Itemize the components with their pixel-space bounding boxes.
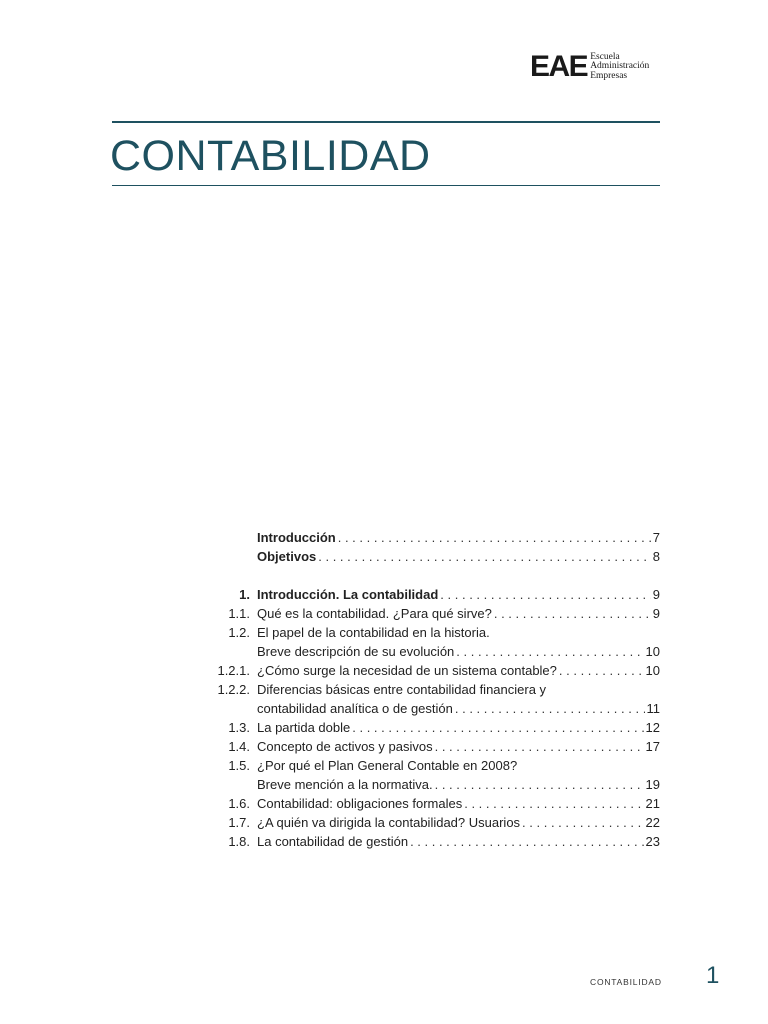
toc-entry — [200, 680, 660, 699]
eae-logo — [530, 52, 649, 82]
toc-number: 1. — [239, 587, 250, 602]
toc-entry — [200, 661, 660, 680]
toc-number: 1.6. — [228, 796, 250, 811]
toc-title: El papel de la contabilidad en la historia. — [257, 625, 490, 640]
toc-entry — [200, 585, 660, 604]
toc-entry — [200, 756, 660, 775]
toc-title: Qué es la contabilidad. ¿Para qué sirve? — [257, 606, 492, 621]
toc-number: 1.7. — [228, 815, 250, 830]
table-of-contents — [200, 528, 660, 851]
toc-title: ¿Cómo surge la necesidad de un sistema contable? — [257, 663, 557, 678]
toc-page-number: 12 — [645, 720, 660, 735]
toc-title: La partida doble — [257, 720, 351, 735]
toc-number: 1.1. — [228, 606, 250, 621]
toc-entry — [200, 547, 660, 566]
toc-leader-dots — [464, 794, 643, 813]
toc-number: 1.5. — [228, 758, 250, 773]
page-title: CONTABILIDAD — [110, 132, 431, 180]
toc-leader-dots — [440, 585, 650, 604]
toc-entry — [200, 604, 660, 623]
toc-title: La contabilidad de gestión — [257, 834, 409, 849]
toc-page-number: 19 — [645, 777, 660, 792]
toc-entry — [200, 832, 660, 851]
toc-page-number: 8 — [652, 549, 660, 564]
toc-number: 1.3. — [228, 720, 250, 735]
logo-line: Administración — [590, 61, 650, 72]
toc-entry — [200, 737, 660, 756]
toc-leader-dots — [338, 528, 651, 547]
toc-title: Concepto de activos y pasivos — [257, 739, 433, 754]
toc-page-number: 7 — [652, 530, 660, 545]
toc-title: Diferencias básicas entre contabilidad financiera y — [257, 682, 547, 697]
toc-leader-dots — [352, 718, 643, 737]
toc-page-number: 23 — [645, 834, 660, 849]
toc-title: contabilidad analítica o de gestión — [257, 701, 453, 716]
toc-leader-dots — [494, 604, 651, 623]
toc-leader-dots — [410, 832, 643, 851]
toc-number: 1.4. — [228, 739, 250, 754]
toc-entry — [200, 813, 660, 832]
toc-gap — [200, 566, 660, 585]
toc-page-number: 10 — [645, 644, 660, 659]
toc-leader-dots — [318, 547, 651, 566]
toc-entry — [200, 528, 660, 547]
logo-mark: EAE — [530, 50, 588, 83]
toc-title: Breve descripción de su evolución — [257, 644, 455, 659]
logo-text — [590, 53, 649, 82]
toc-number: 1.2.1. — [217, 663, 250, 678]
toc-leader-dots — [455, 699, 645, 718]
toc-title: Objetivos — [257, 549, 317, 564]
toc-leader-dots — [435, 737, 644, 756]
logo-line: Empresas — [590, 70, 628, 81]
toc-title: Introducción. La contabilidad — [257, 587, 439, 602]
toc-page-number: 21 — [645, 796, 660, 811]
toc-page-number: 22 — [645, 815, 660, 830]
toc-page-number: 11 — [646, 701, 660, 716]
toc-leader-dots — [435, 775, 644, 794]
toc-title: Breve mención a la normativa. — [257, 777, 433, 792]
toc-entry — [200, 794, 660, 813]
toc-page-number: 17 — [645, 739, 660, 754]
footer-label: CONTABILIDAD — [590, 977, 662, 987]
toc-number: 1.8. — [228, 834, 250, 849]
toc-entry — [200, 718, 660, 737]
toc-entry — [200, 623, 660, 642]
toc-title: Introducción — [257, 530, 336, 545]
toc-page-number: 10 — [645, 663, 660, 678]
toc-entry — [200, 699, 660, 718]
toc-title: ¿Por qué el Plan General Contable en 2008? — [257, 758, 518, 773]
toc-leader-dots — [559, 661, 644, 680]
toc-leader-dots — [456, 642, 643, 661]
toc-entry — [200, 642, 660, 661]
toc-number: 1.2. — [228, 625, 250, 640]
logo-line: Escuela — [590, 51, 620, 62]
page-number: 1 — [706, 962, 720, 989]
toc-page-number: 9 — [652, 606, 660, 621]
toc-leader-dots — [522, 813, 643, 832]
toc-entry — [200, 775, 660, 794]
toc-page-number: 9 — [652, 587, 660, 602]
title-rule-bottom — [112, 185, 660, 186]
toc-title: Contabilidad: obligaciones formales — [257, 796, 463, 811]
toc-title: ¿A quién va dirigida la contabilidad? Usuarios — [257, 815, 521, 830]
title-rule-top — [112, 121, 660, 123]
toc-number: 1.2.2. — [217, 682, 250, 697]
